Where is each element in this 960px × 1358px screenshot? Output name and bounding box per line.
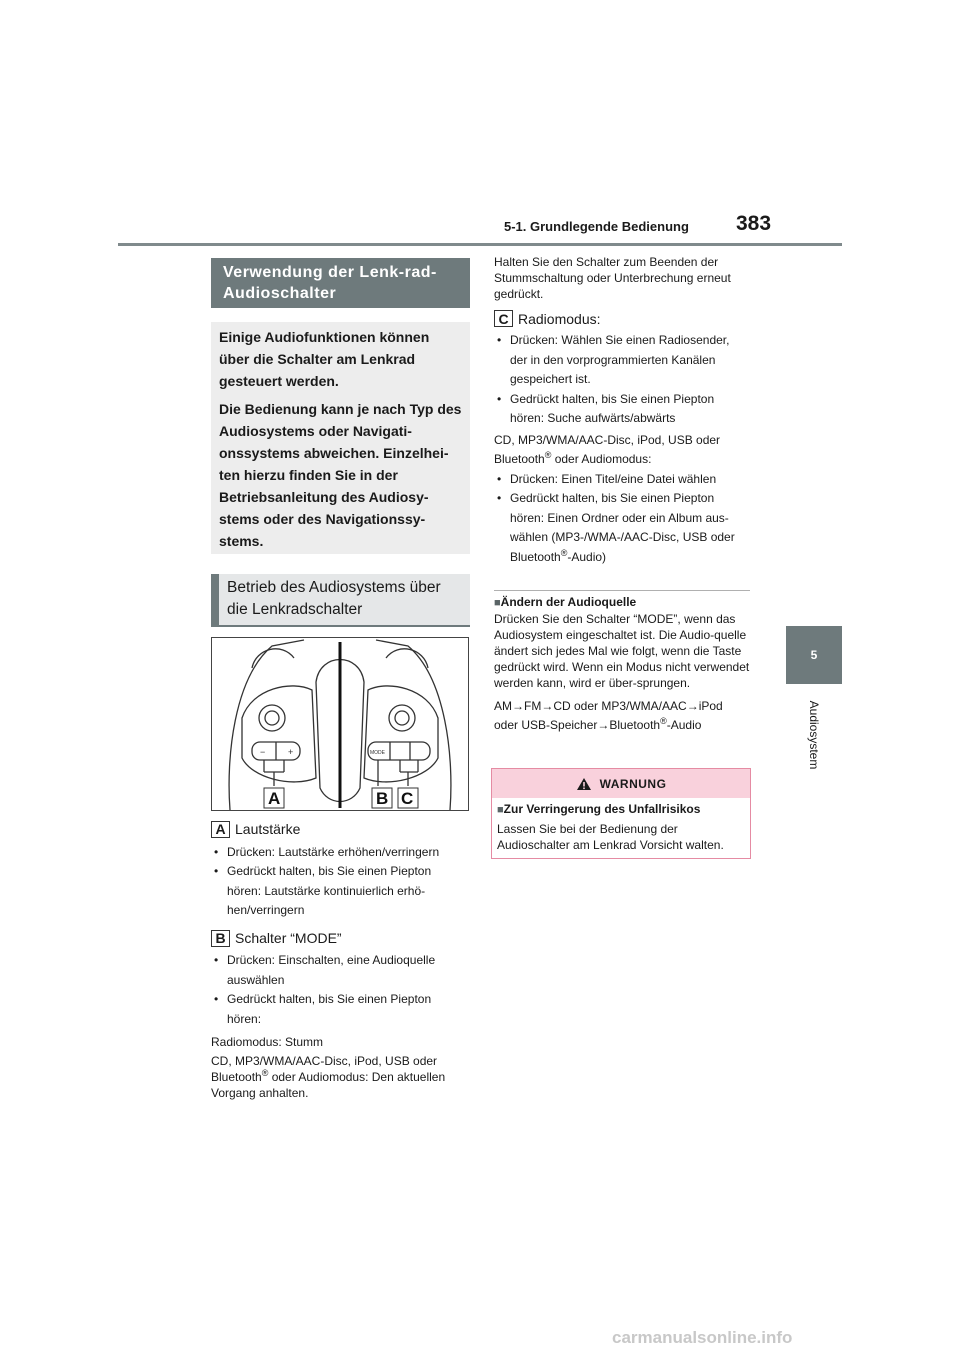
label-b-box: B	[211, 930, 230, 947]
chapter-number: 5	[810, 648, 818, 662]
label-a-row	[211, 820, 473, 840]
seq-cd: CD oder MP3/WMA/AAC	[553, 699, 687, 713]
seq-fm: FM	[524, 699, 542, 713]
seq-bluetooth: Bluetooth	[609, 718, 661, 732]
source-sequence	[494, 697, 750, 735]
warning-header	[492, 769, 750, 798]
label-c-title: Radiomodus:	[518, 310, 601, 327]
seq-audio: -Audio	[666, 718, 702, 732]
chapter-tab	[786, 626, 842, 684]
warning-title: WARNUNG	[599, 776, 667, 791]
warning-body	[492, 798, 750, 856]
seq-am: AM	[494, 699, 512, 713]
callout-c: C	[401, 789, 414, 808]
registered-mark: ®	[560, 547, 568, 558]
chapter-label-text: Audiosystem	[807, 700, 821, 770]
steering-wheel-illustration	[212, 638, 468, 810]
bullet3-text: Gedrückt halten, bis Sie einen Piepton hören: Einen Ordner oder ein Album aus-wählen (MP3-/WMA-/AAC-Disc, USB oder Bluetooth	[510, 491, 735, 564]
callout-b: B	[376, 789, 389, 808]
header-rule	[118, 243, 842, 246]
square-bullet-icon: ■	[494, 597, 501, 609]
warning-heading-text: Zur Verringerung des Unfallrisikos	[503, 802, 701, 816]
seq-ipod: iPod oder USB-Speicher	[494, 699, 723, 732]
source-text: Drücken Sie den Schalter “MODE”, wenn das Audiosystem eingeschaltet ist. Die Audio-quelle ändert sich jedes Mal wie folgt, wenn die Taste gedrückt wird. Wenn ein Modus nicht verwendet werden kann, wird er über-sprungen.	[494, 612, 750, 690]
list-item: • Drücken: Lautstärke erhöhen/verringern	[211, 843, 473, 863]
cd-mode-post: oder Audiomodus: Den aktuellen Vorgang anhalten.	[211, 1069, 446, 1100]
left-body	[211, 820, 473, 1101]
list-c	[494, 331, 750, 429]
registered-mark: ®	[261, 1067, 269, 1078]
warning-text: Lassen Sie bei der Bedienung der Audioschalter am Lenkrad Vorsicht walten.	[497, 822, 724, 852]
list-a	[211, 843, 473, 921]
heading-underline	[211, 625, 470, 627]
cd-mode-c-post: oder Audiomodus:	[551, 452, 652, 466]
arrow-icon: →	[512, 699, 524, 713]
chapter-label	[786, 690, 842, 780]
list-item: • Gedrückt halten, bis Sie einen Piepton hören: Lautstärke kontinuierlich erhö-hen/verringern	[211, 862, 473, 921]
arrow-icon: →	[597, 718, 610, 732]
mode-button-label: MODE	[370, 750, 385, 756]
intro-paragraph-2: Die Bedienung kann je nach Typ des Audiosystems oder Navigati-onssystems abweichen. Einzelhei-ten hierzu finden Sie in der Betriebsanleitung des Audiosy-stems oder des Navigationssy-stems.	[219, 401, 462, 549]
label-a-title: Lautstärke	[235, 821, 301, 837]
heading-steering-audio-switches: Verwendung der Lenk-rad-Audioschalter	[211, 258, 470, 308]
volume-plus-label: +	[288, 747, 294, 757]
page-number: 383	[736, 212, 772, 235]
list-item: • Drücken: Wählen Sie einen Radiosender, der in den vorprogrammierten Kanälen gespeichert ist.	[494, 331, 750, 390]
volume-minus-label: −	[260, 747, 266, 757]
label-a-box: A	[211, 821, 230, 838]
label-c-box: C	[494, 310, 513, 327]
list-item: • Drücken: Einen Titel/eine Datei wählen	[494, 470, 750, 490]
list-item	[494, 489, 750, 567]
cd-mode-text	[211, 1053, 473, 1101]
bullet3-post: -Audio)	[567, 549, 607, 564]
list-item: • Gedrückt halten, bis Sie einen Piepton hören: Suche aufwärts/abwärts	[494, 390, 750, 429]
arrow-icon: →	[541, 699, 554, 713]
intro-paragraph-1: Einige Audiofunktionen können über die Schalter am Lenkrad gesteuert werden.	[219, 329, 430, 389]
cd-mode-c-pre: CD, MP3/WMA/AAC-Disc, iPod, USB oder Bluetooth	[494, 432, 721, 466]
source-heading	[494, 594, 750, 611]
label-b-title: Schalter “MODE”	[235, 929, 342, 946]
source-section	[494, 594, 750, 735]
section-title: 5-1. Grundlegende Bedienung	[504, 219, 689, 234]
warning-box	[491, 768, 751, 859]
square-bullet-icon: ■	[497, 804, 504, 816]
cd-mode-pre: CD, MP3/WMA/AAC-Disc, iPod, USB oder Bluetooth	[211, 1053, 438, 1084]
label-b-row	[211, 929, 473, 949]
section-rule	[494, 590, 750, 591]
heading-operation: Betrieb des Audiosystems über die Lenkradschalter	[211, 574, 470, 626]
list-item: • Drücken: Einschalten, eine Audioquelle auswählen	[211, 951, 473, 990]
watermark: carmanualsonline.info	[612, 1328, 793, 1347]
warning-triangle-icon	[576, 777, 592, 791]
callout-a: A	[268, 789, 281, 808]
arrow-icon: →	[686, 699, 699, 713]
label-c-row	[494, 310, 750, 327]
intro-box	[211, 322, 470, 554]
source-heading-text: Ändern der Audioquelle	[500, 595, 637, 609]
list-b	[211, 951, 473, 1029]
registered-mark: ®	[544, 450, 552, 460]
radio-mode-text: Radiomodus: Stumm	[211, 1035, 324, 1049]
right-body	[494, 254, 750, 567]
list-item: • Gedrückt halten, bis Sie einen Piepton hören:	[211, 990, 473, 1029]
list-c2	[494, 470, 750, 568]
cd-mode-c	[494, 431, 750, 470]
warning-heading	[497, 801, 745, 818]
steering-wheel-figure	[211, 637, 469, 811]
unmute-text: Halten Sie den Schalter zum Beenden der Stummschaltung oder Unterbrechung erneut gedrückt.	[494, 255, 731, 301]
registered-mark: ®	[660, 716, 667, 726]
